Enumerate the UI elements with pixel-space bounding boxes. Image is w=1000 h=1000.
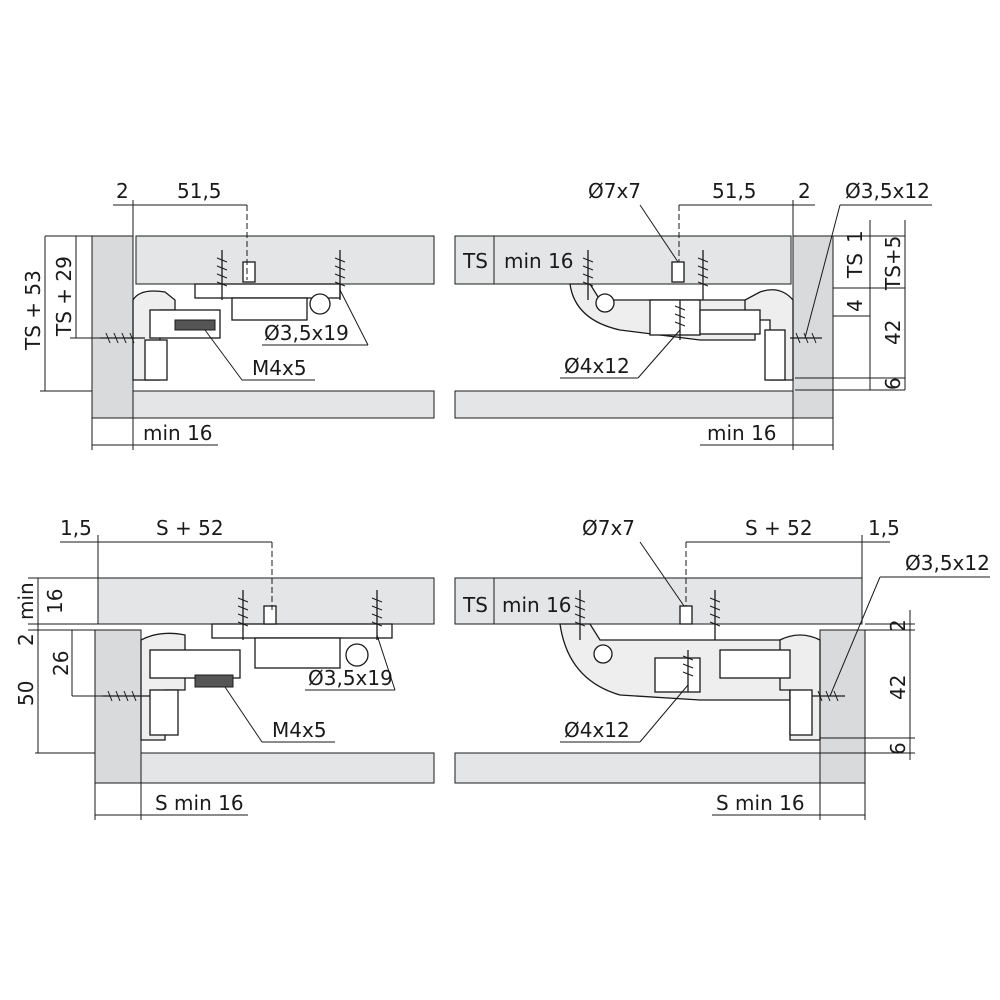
drawer-bottom-board [455, 391, 793, 418]
dim-partial: TS + 29 [52, 256, 76, 336]
view-bottom-right [455, 516, 990, 820]
dim-one: 1 [843, 230, 867, 243]
locking-device [150, 650, 240, 678]
locating-pin [680, 606, 692, 624]
locating-pin [672, 262, 684, 282]
min-board-label: min 16 [502, 593, 572, 617]
dim-total: TS + 53 [21, 270, 45, 350]
locating-pin [264, 606, 276, 624]
dim-six: 6 [881, 377, 905, 390]
min-label: S min 16 [716, 791, 805, 815]
bolt-label: M4x5 [272, 718, 327, 742]
view-bottom-left [14, 516, 434, 820]
drawer-bottom-board [133, 391, 434, 418]
drawer-front-board [136, 236, 434, 284]
screw-label: Ø4x12 [564, 354, 630, 378]
dim-gap: 1,5 [60, 516, 92, 540]
locating-pin [243, 262, 255, 282]
runner-rail [790, 690, 812, 735]
dim-gap: 2 [116, 179, 129, 203]
bolt-label: M4x5 [252, 356, 307, 380]
dim-offset: S + 52 [156, 516, 224, 540]
adjust-wheel [596, 294, 614, 312]
pin-label: Ø7x7 [588, 179, 642, 203]
dim-offset: 51,5 [712, 179, 757, 203]
dim-four: 4 [843, 299, 867, 312]
dim-two: 2 [886, 619, 910, 632]
dim-sixteen: 16 [43, 588, 67, 614]
drawer-bottom-board [455, 753, 820, 783]
side-panel [820, 630, 865, 783]
dim-ts-plus: TS+5 [881, 235, 905, 290]
screw-label: Ø3,5x19 [264, 321, 349, 345]
adjust-wheel [594, 645, 612, 663]
drawer-bottom-board [141, 753, 434, 783]
mount-body [255, 638, 340, 668]
side-panel [793, 236, 833, 418]
dim-26: 26 [49, 650, 73, 676]
dim-min-word: min [14, 582, 38, 620]
dim-six: 6 [886, 742, 910, 755]
min-board-label: min 16 [504, 249, 574, 273]
screw-side-label: Ø3,5x12 [905, 551, 990, 575]
min-label: min 16 [707, 421, 777, 445]
dim-offset: 51,5 [177, 179, 222, 203]
dim-50: 50 [14, 680, 38, 706]
side-panel [95, 630, 141, 783]
mount-body [650, 300, 700, 335]
runner-rail [765, 330, 785, 380]
dim-gap: 2 [798, 179, 811, 203]
view-top-left [21, 179, 434, 450]
dim-offset: S + 52 [745, 516, 813, 540]
dim-two: 2 [14, 633, 38, 646]
screw-label: Ø4x12 [564, 718, 630, 742]
bolt-block [175, 320, 215, 330]
adjust-wheel [310, 294, 330, 314]
mount-body [232, 298, 307, 320]
min-label: min 16 [143, 421, 213, 445]
mount-plate [212, 624, 392, 638]
dim-42: 42 [886, 674, 910, 700]
side-panel [92, 236, 133, 418]
adjust-wheel [346, 644, 368, 666]
screw-side-label: Ø3,5x12 [845, 179, 930, 203]
mount-body [655, 658, 700, 692]
pin-label: Ø7x7 [582, 516, 636, 540]
dim-ts: TS [843, 253, 867, 278]
view-top-right [455, 179, 932, 450]
min-label: S min 16 [155, 791, 244, 815]
dim-42: 42 [881, 319, 905, 345]
dim-gap: 1,5 [868, 516, 900, 540]
ts-label: TS [463, 593, 488, 617]
runner-rail [145, 340, 167, 380]
locking-device [700, 310, 760, 334]
ts-label: TS [463, 249, 488, 273]
bolt-block [195, 675, 233, 687]
runner-rail [150, 690, 178, 735]
locking-device [720, 650, 790, 678]
screw-label: Ø3,5x19 [308, 666, 393, 690]
